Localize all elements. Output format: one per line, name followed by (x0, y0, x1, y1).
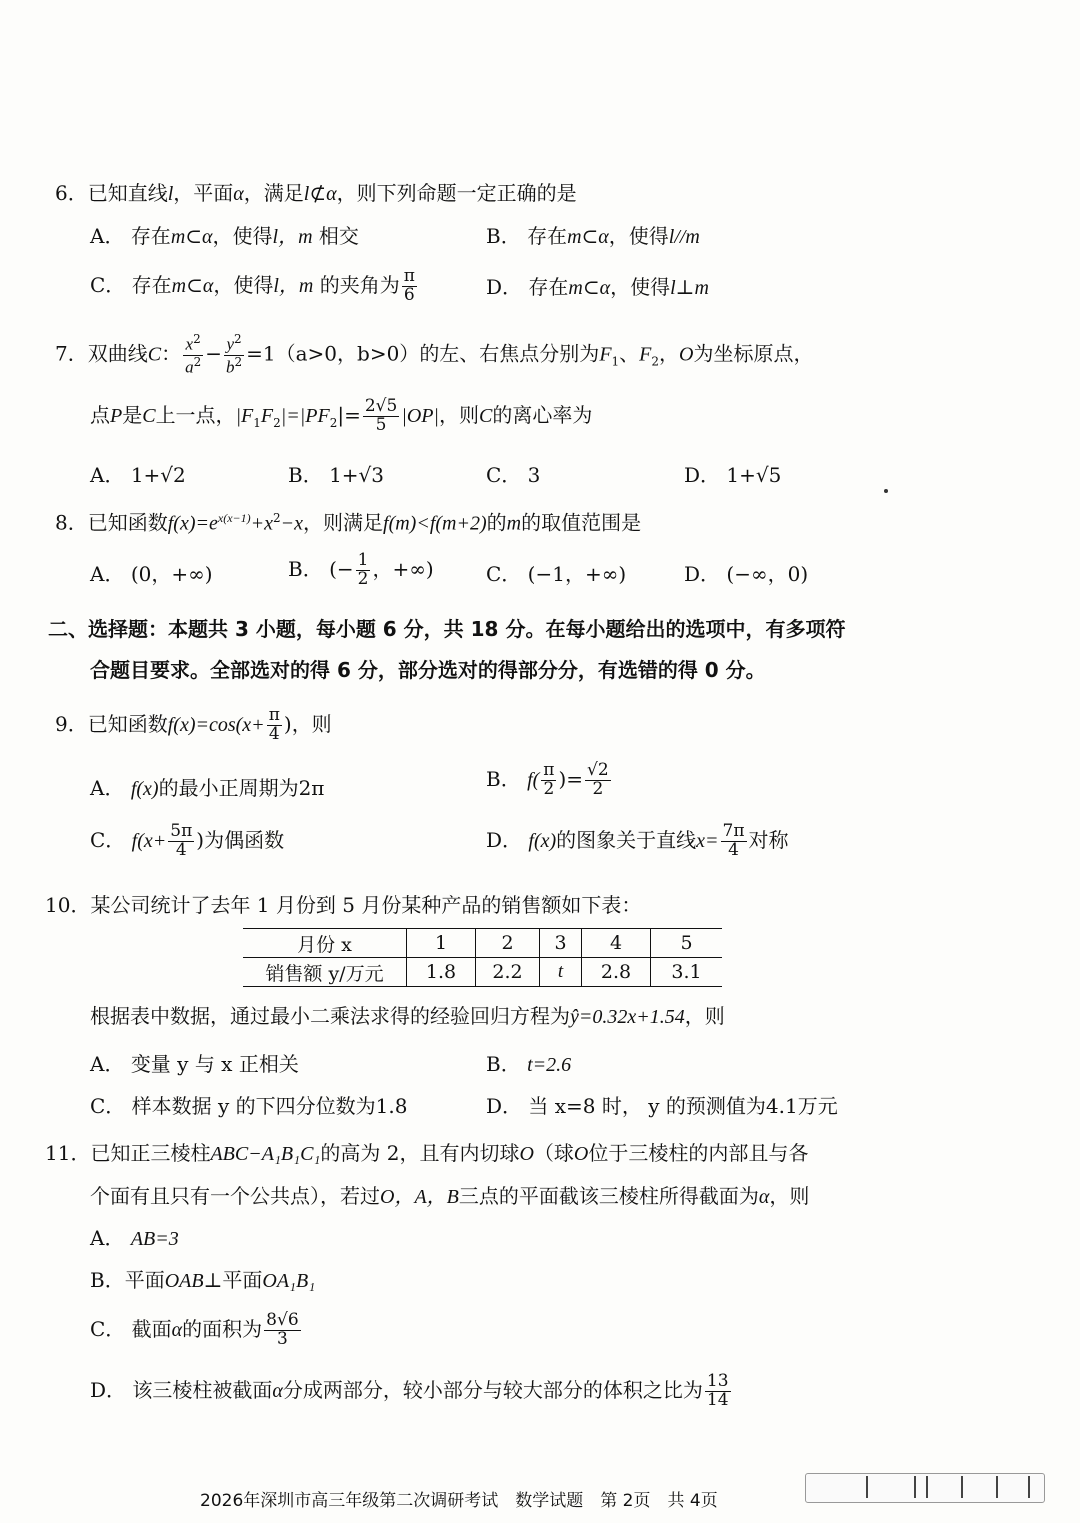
q8-option-c: C． (−1，+∞) (486, 562, 627, 586)
q7-stem-line2: 点P是C上一点，$|F_1F_2|=|PF_2|=$ $\frac{2√5}{5}$ |OP|，则C的离心率为 (90, 396, 593, 435)
table-header-sales: 销售额 y/万元 (243, 958, 407, 987)
table-cell: 1 (407, 929, 476, 958)
section2-header-line2: 合题目要求。全部选对的得 6 分，部分选对的得部分分，有选错的得 0 分。 (90, 658, 766, 682)
table-row-month (243, 929, 722, 958)
q6-stem: 6．已知直线l，平面α，满足l⊄α，则下列命题一定正确的是 (55, 181, 577, 205)
q7-option-c: C． 3 (486, 463, 541, 487)
frac-pi-6: $\frac{\pi}{6}$ (403, 266, 415, 305)
q9-option-b: B． f( $\frac{\pi}{2}$ )= $\frac{√2}{2}$ (486, 760, 609, 799)
q7-stem-line1: 7．双曲线C： $\frac{x^2}{a^2}$ − $\frac{y^2}{b^2}$ =1（a>0，b>0）的左、右焦点分别为$F_1$、$F_2$，O为坐标原点， (55, 332, 814, 377)
q7-option-a: A． 1+√2 (90, 463, 186, 487)
q9-option-d: D． f(x)的图象关于直线x= $\frac{7\pi}{4}$ 对称 (486, 821, 789, 860)
q10-option-d: D． 当 x=8 时， y 的预测值为4.1万元 (486, 1094, 838, 1118)
table-cell: 3.1 (651, 958, 723, 987)
table-cell: 3 (540, 929, 582, 958)
scan-artifact-bar (805, 1473, 1045, 1503)
table-cell: 4 (582, 929, 651, 958)
q8-option-a: A． (0，+∞) (90, 562, 213, 586)
q10-stem: 10．某公司统计了去年 1 月份到 5 月份某种产品的销售额如下表： (45, 893, 642, 917)
table-header-month: 月份 x (243, 929, 407, 958)
q11-option-b: B．平面OAB⊥平面OA₁B₁ (90, 1268, 316, 1292)
q6-option-c: C． 存在m⊂α，使得l，m 的夹角为 $\frac{\pi}{6}$ (90, 266, 415, 305)
q11-stem-line1: 11．已知正三棱柱ABC−A₁B₁C₁的高为 2，且有内切球O（球O位于三棱柱的内部且与各 (45, 1141, 809, 1165)
table-cell: 1.8 (407, 958, 476, 987)
q10-option-a: A． 变量 y 与 x 正相关 (90, 1052, 299, 1076)
q10-stem-2: 根据表中数据，通过最小二乘法求得的经验回归方程为ŷ=0.32x+1.54，则 (90, 1004, 725, 1028)
table-cell: 2 (476, 929, 540, 958)
q11-option-a: A． AB=3 (90, 1226, 179, 1250)
q10-option-b: B． t=2.6 (486, 1052, 572, 1076)
q11-option-c: C． 截面α的面积为 $\frac{8√6}{3}$ (90, 1310, 299, 1349)
q7-option-d: D． 1+√5 (684, 463, 782, 487)
q7-option-b: B． 1+√3 (288, 463, 385, 487)
q6-option-a: A． 存在m⊂α，使得l，m 相交 (90, 224, 359, 248)
q9-stem: 9．已知函数f(x)=cos(x+ $\frac{\pi}{4}$ )，则 (55, 705, 332, 744)
q6-option-d: D． 存在m⊂α，使得l⊥m (486, 275, 709, 299)
q8-stem: 8．已知函数$f(x)=e^{x(x-1)}+x^2-x$，则满足f(m)<f(m+2)的m的取值范围是 (55, 510, 642, 535)
q9-option-a: A． f(x)的最小正周期为2π (90, 776, 325, 800)
q9-option-c: C． f(x+ $\frac{5\pi}{4}$ )为偶函数 (90, 821, 285, 860)
table-cell: 5 (651, 929, 723, 958)
section2-header-line1: 二、选择题：本题共 3 小题，每小题 6 分，共 18 分。在每小题给出的选项中，有多项符 (48, 617, 846, 641)
table-cell: 2.8 (582, 958, 651, 987)
table-cell: t (540, 958, 582, 987)
page-footer: 2026年深圳市高三年级第二次调研考试 数学试题 第 2页 共 4页 (200, 1491, 718, 1511)
scan-speck (884, 489, 888, 493)
q11-option-d: D． 该三棱柱被截面α分成两部分，较小部分与较大部分的体积之比为 $\frac{13}{14}$ (90, 1371, 729, 1410)
q11-stem-line2: 个面有且只有一个公共点），若过O，A，B三点的平面截该三棱柱所得截面为α，则 (90, 1184, 810, 1208)
table-cell: 2.2 (476, 958, 540, 987)
q6-option-b: B． 存在m⊂α，使得l//m (486, 224, 700, 248)
q10-option-c: C． 样本数据 y 的下四分位数为1.8 (90, 1094, 408, 1118)
table-row-sales (243, 958, 722, 987)
sales-table (243, 928, 722, 987)
q8-option-d: D． (−∞，0) (684, 562, 809, 586)
q8-option-b: B． (− $\frac{1}{2}$ ，+∞) (288, 550, 434, 589)
